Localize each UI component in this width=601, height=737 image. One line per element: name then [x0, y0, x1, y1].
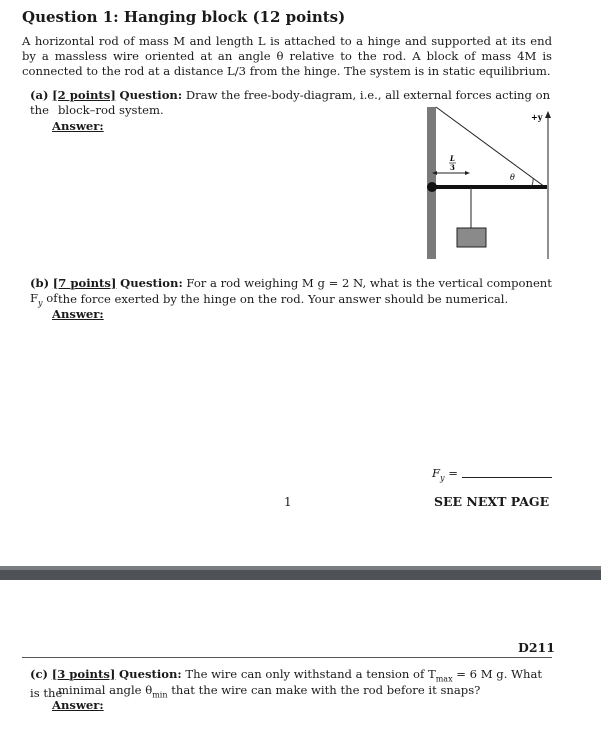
part-b-answer-label: Answer:	[52, 307, 104, 321]
question-title: Question 1: Hanging block (12 points)	[22, 8, 346, 26]
part-a-question-text: Draw the free-body-diagram, i.e., all external forces acting on the	[30, 88, 551, 117]
hinge	[427, 182, 437, 192]
hanging-block-figure	[420, 105, 560, 265]
angle-label: θ	[510, 173, 515, 182]
see-next-page: SEE NEXT PAGE	[434, 494, 550, 509]
y-axis-arrowhead	[545, 111, 551, 118]
distance-arrow-right	[465, 171, 470, 175]
distance-label-num: L	[450, 154, 455, 163]
distance-label-den: 3	[450, 163, 455, 172]
y-axis-label: +y	[531, 112, 543, 122]
part-a-question-cont: block–rod system.	[58, 103, 164, 117]
part-c-question-text: The wire can only withstand a tension of T	[185, 667, 436, 681]
part-c-question-text-mid: = 6 M g. What is the	[30, 667, 543, 701]
fy-answer-prompt	[432, 466, 458, 485]
fy-symbol: F	[432, 466, 441, 480]
wire	[436, 107, 545, 187]
question-intro: A horizontal rod of mass M and length L is attached to a hinge and supported at its end by a massless wire oriented at an angle θ relative to the rod. A block of mass 4M is connected to the rod at a distance L/3 from the hinge. The system is in static equilibrium.	[22, 34, 552, 78]
header-rule	[22, 657, 552, 658]
part-c-question-text-2b: that the wire can make with the rod before it snaps?	[171, 683, 481, 697]
part-b-points: [7 points]	[52, 276, 117, 290]
page-separator	[0, 570, 601, 580]
part-a-answer-label: Answer:	[52, 119, 104, 133]
block	[457, 228, 486, 247]
part-a-label: (a)	[30, 88, 49, 102]
part-b-question-cont: the force exerted by the hinge on the rod. Your answer should be numerical.	[58, 292, 509, 306]
part-b-question-text: For a rod weighing M g = 2 N, what is the vertical component F	[30, 276, 552, 305]
part-c-answer-label: Answer:	[52, 698, 104, 712]
part-c-label: (c)	[30, 667, 49, 681]
part-c-question-cont	[58, 683, 480, 702]
part-c-tmax-sub: max	[435, 674, 453, 684]
part-c-theta-sub: min	[152, 690, 168, 700]
part-c-question-text-2a: minimal angle θ	[58, 683, 153, 697]
part-b-question-sub: y	[38, 298, 43, 308]
page-number: 1	[284, 495, 292, 509]
fy-sub: y	[440, 473, 445, 483]
part-b-question-text-end: of	[46, 291, 58, 305]
part-c-question-label: Question:	[119, 667, 182, 681]
page-header-code: D211	[518, 640, 555, 655]
fy-answer-line[interactable]	[462, 477, 552, 478]
fy-equals: =	[448, 466, 458, 480]
part-a-points: [2 points]	[52, 88, 116, 102]
part-b-question-label: Question:	[120, 276, 183, 290]
part-b-label: (b)	[30, 276, 50, 290]
part-a-question-label: Question:	[119, 88, 183, 102]
part-c-points: [3 points]	[51, 667, 116, 681]
